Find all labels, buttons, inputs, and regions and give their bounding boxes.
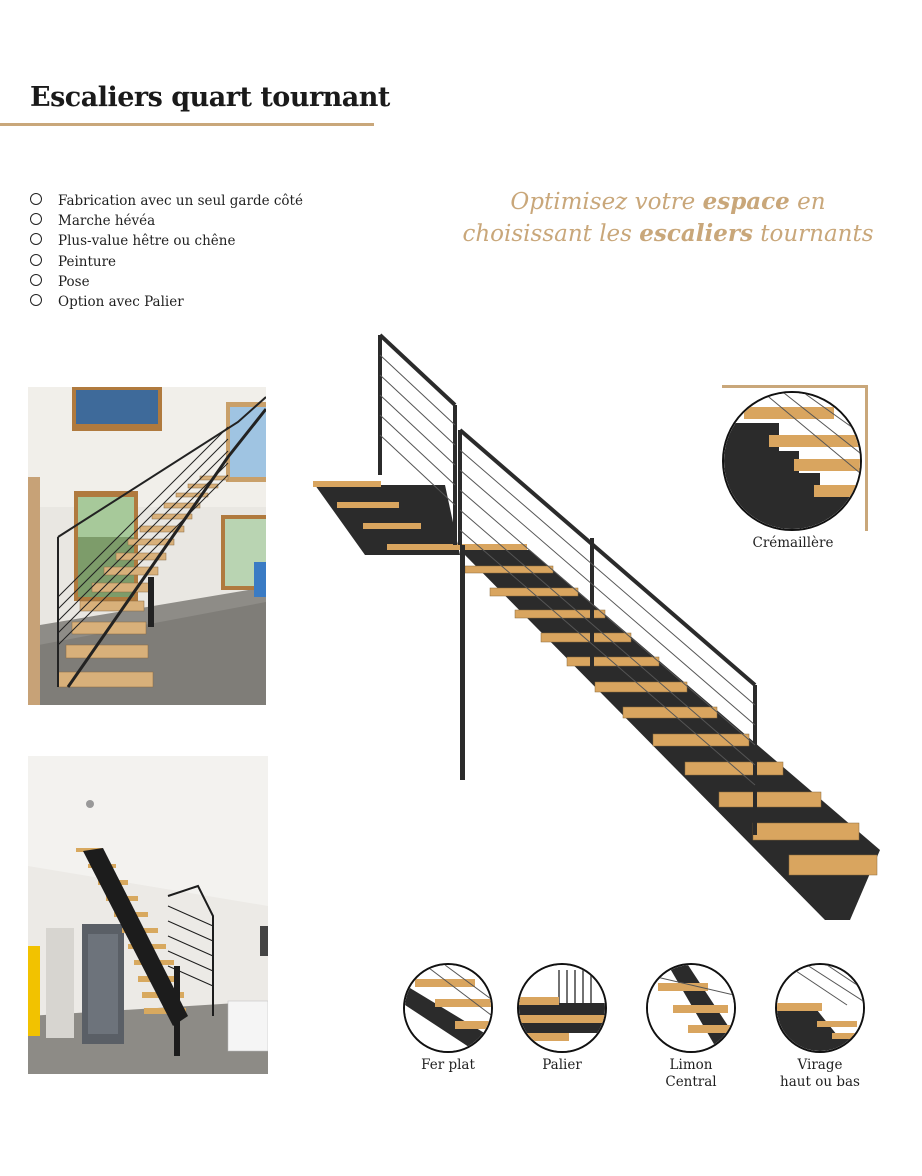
palier-caption: Palier [542,1057,582,1073]
tagline-text: choisissant les [462,221,640,247]
accent-bracket-side [865,385,868,531]
list-item [30,272,303,292]
tagline-text: Optimisez votre [510,189,703,215]
circle-bullet-icon [30,213,42,225]
page-title: Escaliers quart tournant [30,82,390,113]
tagline-text: en [789,189,826,215]
circle-bullet-icon [30,294,42,306]
circle-bullet-icon [30,274,42,286]
circle-bullet-icon [30,193,42,205]
limon-central-caption: Limon Central [665,1057,717,1090]
feature-label: Option avec Palier [58,294,184,311]
stair-photo-interior-1 [28,387,266,705]
feature-list [30,191,303,312]
list-item [30,252,303,272]
tagline [462,186,874,250]
feature-label: Plus-value hêtre ou chêne [58,233,236,250]
feature-label: Fabrication avec un seul garde côté [58,193,303,210]
title-underline [0,123,374,126]
circle-bullet-icon [30,233,42,245]
limon-central-detail-image [646,963,736,1053]
feature-label: Peinture [58,253,117,270]
list-item [30,231,303,251]
list-item [30,211,303,231]
fer-plat-caption: Fer plat [421,1057,475,1073]
list-item [30,191,303,211]
feature-label: Pose [58,273,90,290]
tagline-emphasis: espace [702,188,790,215]
list-item [30,292,303,312]
cremaillere-caption: Crémaillère [752,535,834,551]
cremaillere-detail-image [722,391,862,531]
tagline-emphasis: escaliers [639,220,753,247]
tagline-text: tournants [752,221,874,247]
palier-detail-image [517,963,607,1053]
fer-plat-detail-image [403,963,493,1053]
stair-photo-interior-2 [28,756,268,1074]
feature-label: Marche hévéa [58,213,156,230]
virage-caption: Virage haut ou bas [780,1057,860,1090]
circle-bullet-icon [30,254,42,266]
virage-detail-image [775,963,865,1053]
accent-bracket-top [722,385,868,388]
